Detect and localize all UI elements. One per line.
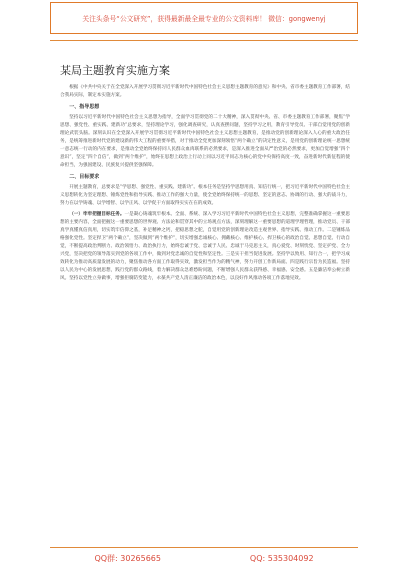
section-heading: 二、目标要求 <box>69 174 100 180</box>
footer-qq: QQ: 535304092 <box>249 553 314 563</box>
intro-paragraph: 根据《中共中央关于在全党深入开展学习贯彻习近平新时代中国特色社会主义思想主题教育的意见》和中央、省市委主题教育工作部署，结合我局实际，制定本实施方案。 <box>60 85 350 98</box>
document-body <box>60 84 350 286</box>
document-title: 某局主题教育实施方案 <box>60 64 170 77</box>
footer-divider <box>50 547 358 548</box>
section-heading: 一、指导思想 <box>69 104 100 110</box>
subsection-heading: （一）牢牢把握目标任务。 <box>69 212 125 217</box>
footer <box>50 551 358 565</box>
promo-banner-text: 关注头条号“公文研究”，获得最新最全最专业的公文资料库！ 微信：gongwenyj <box>82 15 326 23</box>
footer-qq-group: QQ群: 30265665 <box>94 553 161 563</box>
body-paragraph: 开展主题教育，总要求是“学思想、强党性、重实践、建新功”。根本任务是坚持学思想用真、知信行统一，把习近平新时代中国特色社会主义思想转化为坚定理想、锤炼党性和指导实践、推动工作的强大力量，使全党始终保持统一的思想、坚定的意志、协调的行动、强大的战斗力，努力在以学铸魂、以学增智、以学正风、以学促干方面取得实实在在的成效。 <box>60 185 350 206</box>
body-paragraph: 坚持以习近平新时代中国特色社会主义思想为指导，全面学习贯彻党的二十大精神，深入贯彻中央、省、市委主题教育工作部署，聚焦“学思想、强党性、重实践、建新功”总要求，坚持理论学习，强化调查研究，认真查摆问题，坚持学习之用，教育引导党员、干部自觉用党的创新理论武装头脑。深刻认识在全党深入开展学习贯彻习近平新时代中国特色社会主义思想主题教育，是推动党的创新理论深入人心的重大政治任务，是统筹推进新时代党的建设新的伟大工程的重要举措，对于推动全党更加深刻领悟“两个确立”的决定性意义，是用党的创新理论统一思想统一意志统一行动的内在要求，是推动全党始终保持同人民群众血肉联系的必然要求，是深入推进全面从严治党的必然要求，更加自觉增强“四个意识”，坚定“四个自信”，做到“两个维护”，始终在思想上政治上行动上同以习近平同志为核心的党中央保持高度一致，奋进新时代新征程的使命担当，为强国建设、民族复兴提供坚强保障。 <box>60 115 350 168</box>
header-divider <box>50 40 358 41</box>
promo-banner <box>50 2 358 34</box>
body-paragraph <box>60 211 350 283</box>
body-text: 一是凝心铸魂筑牢根本。全面、系统、深入学习习近平新时代中国特色社会主义思想，完整准确掌握这一重要思想的主要内容，全面把握这一重要思想的世界观、方法论和贯穿其中的立场观点方法，深刻理解这一重要思想的道理学理哲理，推动党员、干部真学真懂真信真用，切实筑牢信仰之基，补足精神之钙，把稳思想之舵，自觉用党的创新理论改造主观世界、指导实践、推动工作。二是锤炼品格强化党性。坚定捍卫“两个确立”，坚决做到“两个维护”，切实增强忠诚核心、拥戴核心、维护核心、捍卫核心的政治自觉、思想自觉、行动自觉，不断提高政治判断力、政治领悟力、政治执行力，始终忠诚于党、忠诚于人民、忠诚于马克思主义，真心爱党、时刻忧党、坚定护党、全力兴党，坚决把党的领导落实到党的各项工作中，做到对党忠诚的自觉性和坚定性。三是实干担当促进发展。坚持学以致用、知行合一，把学习成效转化为推动高质量发展的动力，聚焦推动各方面工作取得实效，激发担当作为的精气神，努力开创工作新局面。四是践行宗旨为民造福。坚持以人民为中心的发展思想，践行党的群众路线，着力解决群众急难愁盼问题，不断增强人民群众获得感、幸福感、安全感。五是廉洁奉公树立新风。坚持以党性立身做事，增强拒腐防变能力，永葆共产党人清正廉洁的政治本色，以良好作风推动各项工作落地见效。 <box>60 212 350 281</box>
